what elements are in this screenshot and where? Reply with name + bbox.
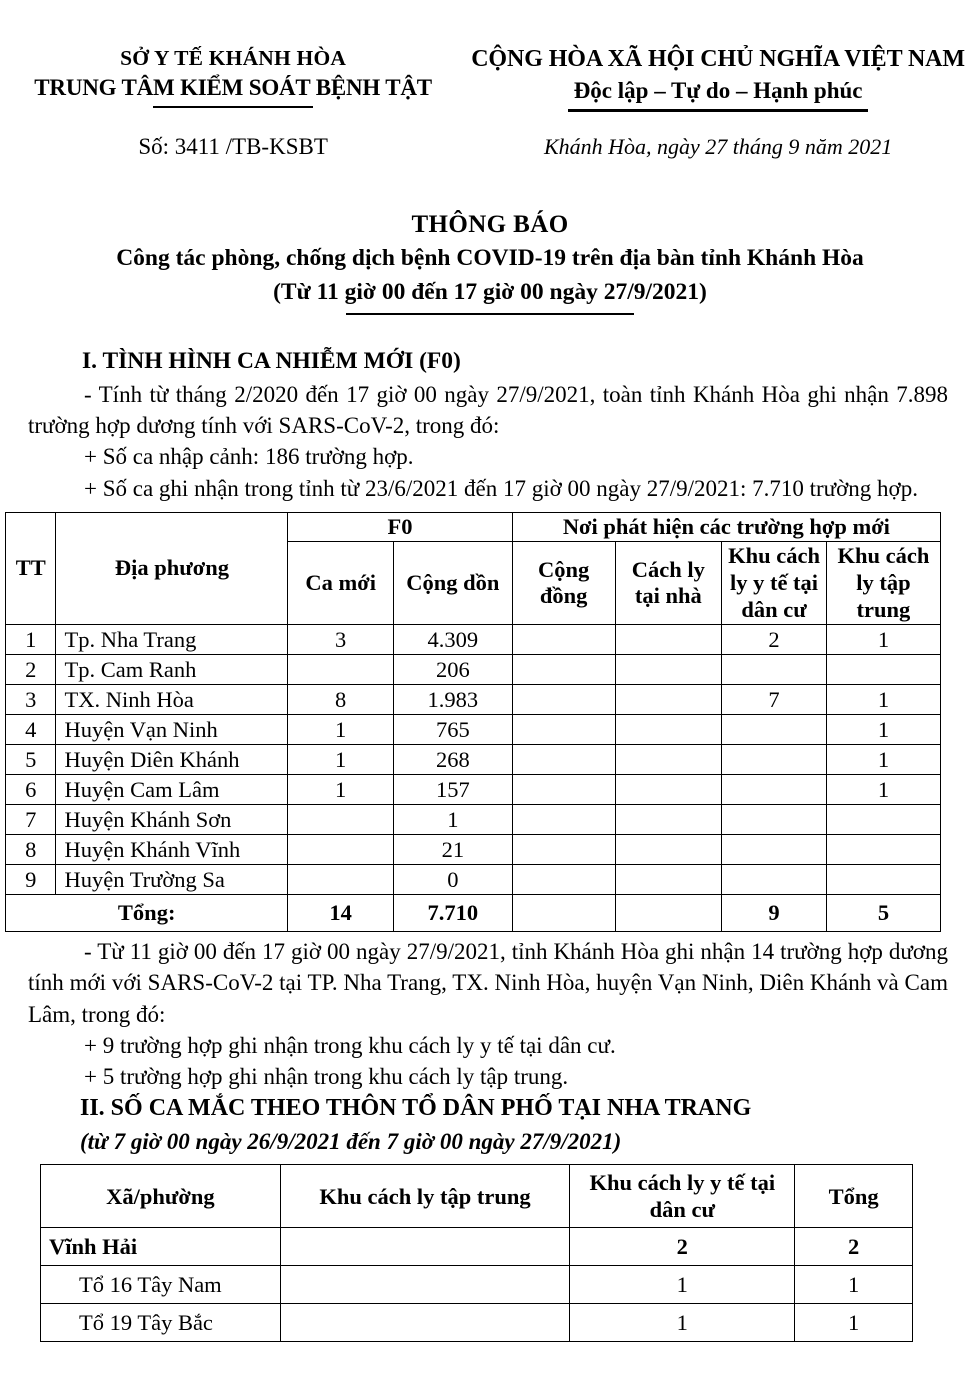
- header-locality: Địa phương: [56, 512, 288, 624]
- cell-concentrated-quarantine: [826, 835, 940, 865]
- ward-cell-concentrated: [280, 1266, 570, 1304]
- section-1-after-paragraph-1: - Từ 11 giờ 00 đến 17 giờ 00 ngày 27/9/2021, tỉnh Khánh Hòa ghi nhận 14 trường hợp dương tính mới với SARS-CoV-2 tại TP. Nha Trang, TX. Ninh Hòa, huyện Vạn Ninh, Diên Khánh và Cam Lâm, trong đó:: [28, 939, 948, 1027]
- cell-cumulative: 765: [394, 715, 513, 745]
- ward-header-residential: Khu cách ly y tế tại dân cư: [570, 1165, 795, 1228]
- cell-cumulative: 1: [394, 805, 513, 835]
- section-1-after-paragraph-3: + 5 trường hợp ghi nhận trong khu cách ly tập trung.: [84, 1064, 569, 1090]
- ward-cell-name: Tổ 16 Tây Nam: [41, 1266, 281, 1304]
- section-1-heading: I. TÌNH HÌNH CA NHIỄM MỚI (F0): [82, 348, 461, 375]
- total-concentrated: 5: [826, 895, 940, 932]
- cell-tt: 9: [6, 865, 56, 895]
- cell-new-cases: [288, 835, 394, 865]
- header-concentrated: Khu cách ly tập trung: [826, 542, 940, 625]
- ward-cell-name: Tổ 19 Tây Bắc: [41, 1304, 281, 1342]
- cell-concentrated-quarantine: 1: [826, 715, 940, 745]
- table-row: [6, 865, 941, 895]
- country-name: CỘNG HÒA XÃ HỘI CHỦ NGHĨA VIỆT NAM: [471, 46, 965, 72]
- cell-new-cases: [288, 865, 394, 895]
- table-row: [6, 625, 941, 655]
- table-row: [6, 835, 941, 865]
- section-1-after-paragraph-2: + 9 trường hợp ghi nhận trong khu cách ly y tế tại dân cư.: [84, 1032, 616, 1058]
- cell-locality: Tp. Cam Ranh: [56, 655, 288, 685]
- place-and-date: Khánh Hòa, ngày 27 tháng 9 năm 2021: [543, 133, 893, 159]
- ward-header-concentrated: Khu cách ly tập trung: [280, 1165, 570, 1228]
- cell-new-cases: 3: [288, 625, 394, 655]
- cell-locality: Huyện Khánh Sơn: [56, 805, 288, 835]
- cell-tt: 4: [6, 715, 56, 745]
- cell-locality: Huyện Diên Khánh: [56, 745, 288, 775]
- total-community: [512, 895, 615, 932]
- cell-community: [512, 685, 615, 715]
- cell-concentrated-quarantine: 1: [826, 745, 940, 775]
- cell-residential-medical: [722, 805, 827, 835]
- cell-cumulative: 268: [394, 745, 513, 775]
- ward-table-wrapper: [0, 1164, 980, 1342]
- section-2-subheading: (từ 7 giờ 00 ngày 26/9/2021 đến 7 giờ 00 ngày 27/9/2021): [80, 1128, 622, 1154]
- cell-locality: TX. Ninh Hòa: [56, 685, 288, 715]
- total-new: 14: [288, 895, 394, 932]
- cell-cumulative: 1.983: [394, 685, 513, 715]
- document-title-block: [0, 208, 980, 316]
- cell-new-cases: [288, 655, 394, 685]
- cell-community: [512, 865, 615, 895]
- cell-home-quarantine: [615, 625, 722, 655]
- main-table-wrapper: [0, 512, 980, 932]
- cell-new-cases: [288, 805, 394, 835]
- ward-cell-residential: 2: [570, 1228, 795, 1266]
- cell-residential-medical: [722, 775, 827, 805]
- header-home-quarantine: Cách ly tại nhà: [615, 542, 722, 625]
- total-label: Tổng:: [6, 895, 288, 932]
- section-1-intro: [0, 345, 980, 503]
- cell-locality: Huyện Trường Sa: [56, 865, 288, 895]
- cell-tt: 8: [6, 835, 56, 865]
- ward-table-row: [41, 1266, 913, 1304]
- cell-concentrated-quarantine: 1: [826, 775, 940, 805]
- cell-tt: 6: [6, 775, 56, 805]
- cell-community: [512, 745, 615, 775]
- letterhead: [0, 0, 980, 112]
- cell-concentrated-quarantine: 1: [826, 625, 940, 655]
- header-f0-total: Cộng dồn: [394, 542, 513, 625]
- cell-cumulative: 206: [394, 655, 513, 685]
- ward-table-body: [41, 1228, 913, 1342]
- department-name: SỞ Y TẾ KHÁNH HÒA: [120, 46, 347, 70]
- ward-header-total: Tổng: [795, 1165, 913, 1228]
- national-motto: Độc lập – Tự do – Hạnh phúc: [573, 78, 863, 104]
- cell-locality: Huyện Khánh Vĩnh: [56, 835, 288, 865]
- cell-residential-medical: [722, 745, 827, 775]
- cell-home-quarantine: [615, 715, 722, 745]
- cell-home-quarantine: [615, 685, 722, 715]
- page-title: THÔNG BÁO: [411, 210, 569, 238]
- cell-cumulative: 157: [394, 775, 513, 805]
- cell-concentrated-quarantine: [826, 865, 940, 895]
- issuing-organization: [0, 44, 456, 112]
- total-home: [615, 895, 722, 932]
- cell-cumulative: 0: [394, 865, 513, 895]
- cell-residential-medical: [722, 715, 827, 745]
- document-meta: [0, 134, 980, 160]
- table-row: [6, 745, 941, 775]
- cell-new-cases: 1: [288, 715, 394, 745]
- ward-table-row: [41, 1228, 913, 1266]
- title-subject: Công tác phòng, chống dịch bệnh COVID-19 trên địa bàn tỉnh Khánh Hòa: [116, 245, 864, 272]
- ward-cell-residential: 1: [570, 1304, 795, 1342]
- cell-home-quarantine: [615, 865, 722, 895]
- cell-locality: Tp. Nha Trang: [56, 625, 288, 655]
- cell-locality: Huyện Vạn Ninh: [56, 715, 288, 745]
- ward-table-row: [41, 1304, 913, 1342]
- cell-home-quarantine: [615, 745, 722, 775]
- cell-community: [512, 655, 615, 685]
- cell-tt: 3: [6, 685, 56, 715]
- cell-home-quarantine: [615, 805, 722, 835]
- ward-cell-concentrated: [280, 1304, 570, 1342]
- main-table-body: [6, 625, 941, 895]
- cell-new-cases: 1: [288, 775, 394, 805]
- cell-concentrated-quarantine: 1: [826, 685, 940, 715]
- cell-community: [512, 835, 615, 865]
- header-residential-medical: Khu cách ly y tế tại dân cư: [722, 542, 827, 625]
- table-row: [6, 805, 941, 835]
- cell-community: [512, 715, 615, 745]
- total-residential: 9: [722, 895, 827, 932]
- cell-residential-medical: [722, 655, 827, 685]
- cell-locality: Huyện Cam Lâm: [56, 775, 288, 805]
- cell-residential-medical: [722, 835, 827, 865]
- ward-cell-total: 1: [795, 1266, 913, 1304]
- cell-cumulative: 4.309: [394, 625, 513, 655]
- cell-concentrated-quarantine: [826, 805, 940, 835]
- cell-residential-medical: 7: [722, 685, 827, 715]
- cell-tt: 5: [6, 745, 56, 775]
- cell-concentrated-quarantine: [826, 655, 940, 685]
- document-number: Số: 3411 /TB-KSBT: [138, 133, 328, 159]
- cell-tt: 7: [6, 805, 56, 835]
- title-rule: [346, 313, 634, 316]
- ward-table-header-row: [41, 1165, 913, 1228]
- cell-new-cases: 1: [288, 745, 394, 775]
- section-1-paragraph-2: + Số ca nhập cảnh: 186 trường hợp.: [84, 444, 414, 470]
- total-cumulative: 7.710: [394, 895, 513, 932]
- cell-home-quarantine: [615, 775, 722, 805]
- table-row: [6, 775, 941, 805]
- cell-community: [512, 775, 615, 805]
- section-1-paragraph-1: - Tính từ tháng 2/2020 đến 17 giờ 00 ngày 27/9/2021, toàn tỉnh Khánh Hòa ghi nhận 7.898 trường hợp dương tính với SARS-CoV-2, trong đó:: [28, 381, 948, 439]
- table-header-row-group: [6, 512, 941, 542]
- cell-residential-medical: [722, 865, 827, 895]
- ward-cell-total: 1: [795, 1304, 913, 1342]
- table-row: [6, 685, 941, 715]
- cell-tt: 1: [6, 625, 56, 655]
- title-period: (Từ 11 giờ 00 đến 17 giờ 00 ngày 27/9/2021): [273, 278, 707, 305]
- table-total-row: [6, 895, 941, 932]
- ward-header-name: Xã/phường: [41, 1165, 281, 1228]
- cell-tt: 2: [6, 655, 56, 685]
- covid-locality-table: [5, 512, 941, 932]
- center-name: TRUNG TÂM KIỂM SOÁT BỆNH TẬT: [34, 74, 432, 100]
- cell-community: [512, 805, 615, 835]
- ward-cell-name: Vĩnh Hải: [41, 1228, 281, 1266]
- cell-home-quarantine: [615, 835, 722, 865]
- table-row: [6, 715, 941, 745]
- cell-new-cases: 8: [288, 685, 394, 715]
- ward-cell-concentrated: [280, 1228, 570, 1266]
- ward-breakdown-table: [40, 1164, 913, 1342]
- section-1-summary: [0, 936, 980, 1158]
- header-f0-new: Ca mới: [288, 542, 394, 625]
- table-row: [6, 655, 941, 685]
- header-tt: TT: [6, 512, 56, 624]
- ward-cell-total: 2: [795, 1228, 913, 1266]
- letterhead-rule-left: [153, 106, 313, 109]
- header-f0-group: F0: [288, 512, 512, 542]
- cell-residential-medical: 2: [722, 625, 827, 655]
- national-heading: [456, 44, 980, 112]
- letterhead-rule-right: [568, 109, 868, 112]
- header-detection-group: Nơi phát hiện các trường hợp mới: [512, 512, 940, 542]
- cell-cumulative: 21: [394, 835, 513, 865]
- cell-home-quarantine: [615, 655, 722, 685]
- header-community: Cộng đồng: [512, 542, 615, 625]
- ward-cell-residential: 1: [570, 1266, 795, 1304]
- cell-community: [512, 625, 615, 655]
- section-2-heading: II. SỐ CA MẮC THEO THÔN TỔ DÂN PHỐ TẠI NHA TRANG: [80, 1095, 752, 1122]
- section-1-paragraph-3: + Số ca ghi nhận trong tỉnh từ 23/6/2021 đến 17 giờ 00 ngày 27/9/2021: 7.710 trường hợp.: [84, 475, 918, 501]
